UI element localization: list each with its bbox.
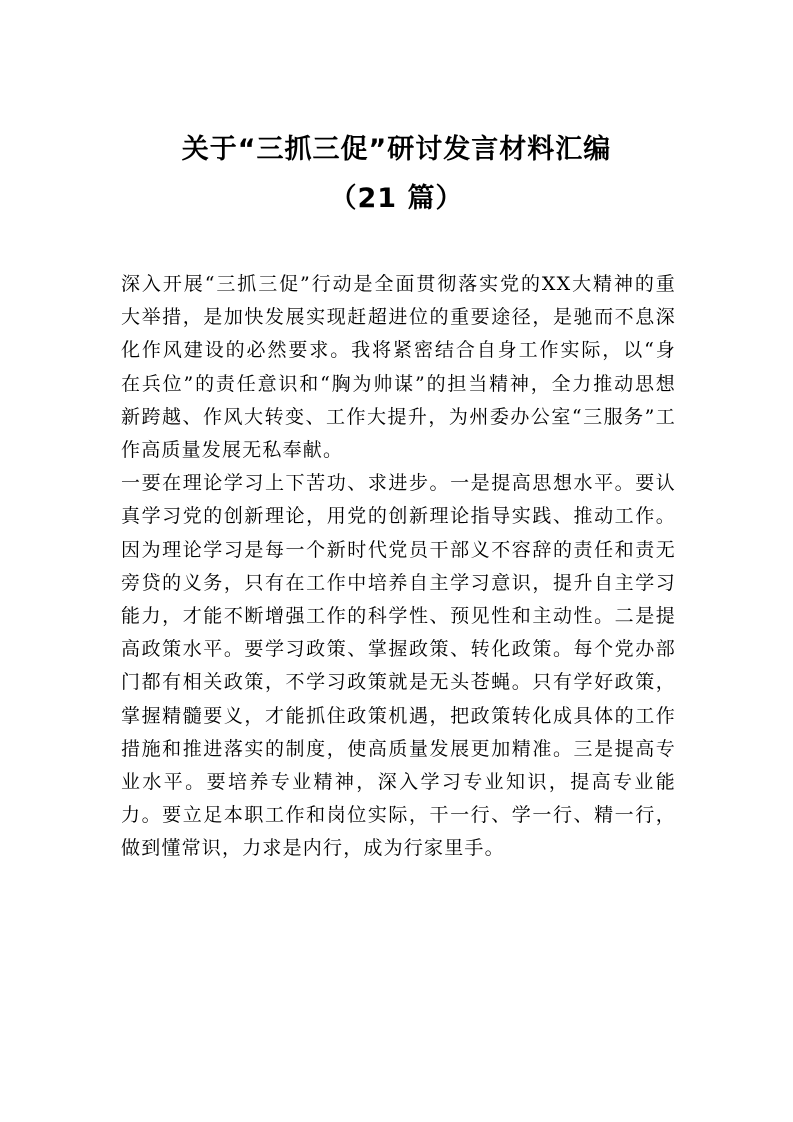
document-body <box>121 268 676 866</box>
paragraph-intro: 深入开展“三抓三促”行动是全面贯彻落实党的XX大精神的重大举措，是加快发展实现赶超进位的重要途径，是驰而不息深化作风建设的必然要求。我将紧密结合自身工作实际，以“身在兵位”的责任意识和“胸为帅谋”的担当精神，全力推动思想新跨越、作风大转变、工作大提升，为州委办公室“三服务”工作高质量发展无私奉献。 <box>121 273 676 462</box>
document-title: 关于“三抓三促”研讨发言材料汇编 <box>181 134 612 165</box>
document-subtitle: （21 篇） <box>329 183 464 214</box>
paragraph-theory-study: 一要在理论学习上下苦功、求进步。一是提高思想水平。要认真学习党的创新理论，用党的创新理论指导实践、推动工作。因为理论学习是每一个新时代党员干部义不容辞的责任和责无旁贷的义务，只有在工作中培养自主学习意识，提升自主学习能力，才能不断增强工作的科学性、预见性和主动性。二是提高政策水平。要学习政策、掌握政策、转化政策。每个党办部门都有相关政策，不学习政策就是无头苍蝇。只有学好政策，掌握精髓要义，才能抓住政策机遇，把政策转化成具体的工作措施和推进落实的制度，使高质量发展更加精准。三是提高专业水平。要培养专业精神，深入学习专业知识，提高专业能力。要立足本职工作和岗位实际，干一行、学一行、精一行，做到懂常识，力求是内行，成为行家里手。 <box>121 472 676 860</box>
